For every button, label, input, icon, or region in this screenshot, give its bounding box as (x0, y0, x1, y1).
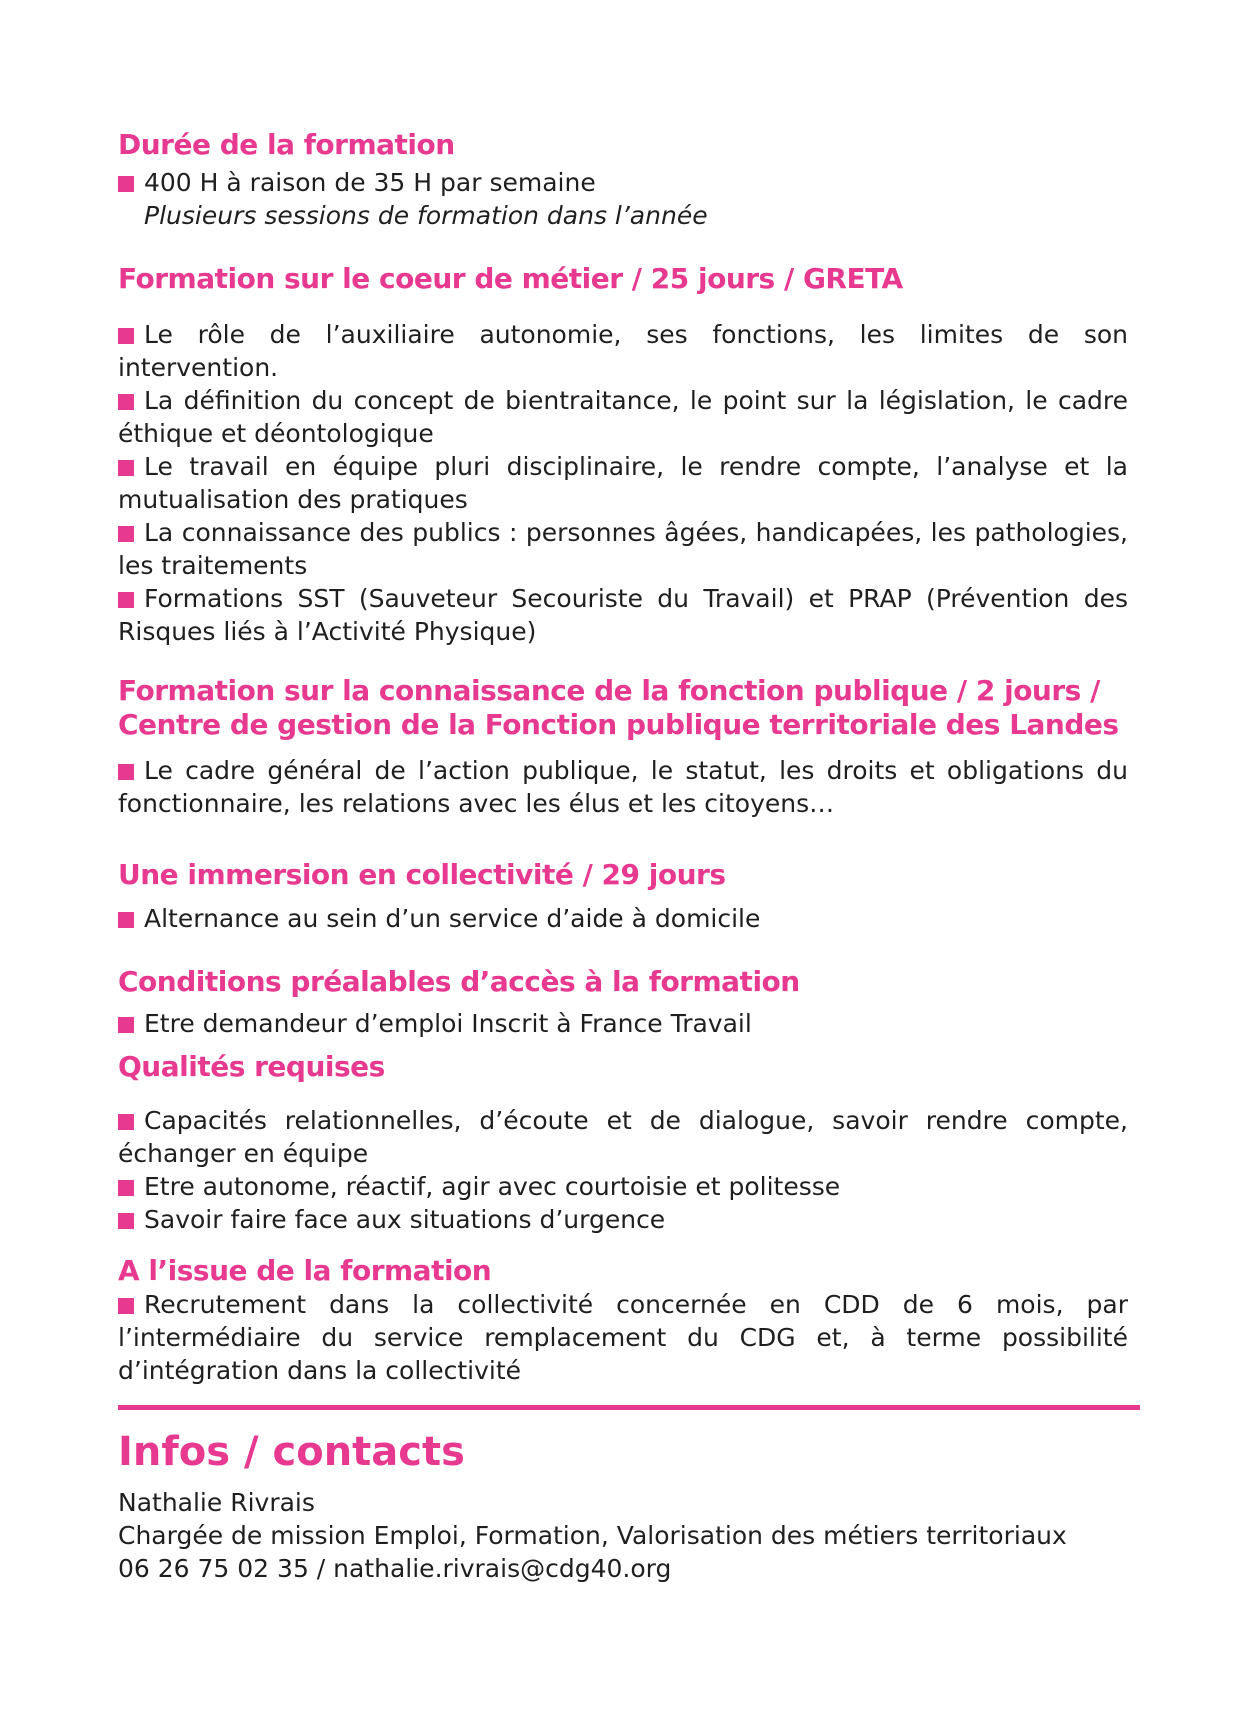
list-item-text: Savoir faire face aux situations d’urgence (144, 1205, 666, 1234)
bullet-square-icon (118, 1180, 134, 1196)
bullet-square-icon (118, 592, 134, 608)
bullet-square-icon (118, 394, 134, 410)
conditions-item (118, 1007, 1128, 1040)
section-title-duree: Durée de la formation (118, 128, 455, 161)
bullet-square-icon (118, 764, 134, 780)
duree-text: 400 H à raison de 35 H par semaine (144, 168, 596, 197)
section-title-fp-line2: Centre de gestion de la Fonction publique territoriale des Landes (118, 708, 1119, 741)
bullet-square-icon (118, 460, 134, 476)
section-title-immersion: Une immersion en collectivité / 29 jours (118, 858, 726, 891)
section-title-conditions: Conditions préalables d’accès à la formation (118, 965, 800, 998)
conditions-item-text: Etre demandeur d’emploi Inscrit à France Travail (144, 1009, 752, 1038)
coeur-list (118, 318, 1128, 648)
section-title-qualites: Qualités requises (118, 1050, 385, 1083)
list-item-text: La définition du concept de bientraitance, le point sur la législation, le cadre éthique et déontologique (118, 386, 1128, 448)
bullet-square-icon (118, 1017, 134, 1033)
list-item-text: Etre autonome, réactif, agir avec courtoisie et politesse (144, 1172, 841, 1201)
list-item (118, 1104, 1128, 1170)
fp-item (118, 754, 1128, 820)
bullet-square-icon (118, 328, 134, 344)
duree-sessions: Plusieurs sessions de formation dans l’année (144, 201, 708, 230)
section-title-issue: A l’issue de la formation (118, 1254, 492, 1287)
list-item (118, 1203, 1128, 1236)
bullet-square-icon (118, 1114, 134, 1130)
list-item (118, 1170, 1128, 1203)
list-item (118, 582, 1128, 648)
bullet-square-icon (118, 176, 134, 192)
immersion-item (118, 902, 1128, 935)
bullet-square-icon (118, 1213, 134, 1229)
bullet-square-icon (118, 526, 134, 542)
list-item-text: Le travail en équipe pluri disciplinaire, le rendre compte, l’analyse et la mutualisation des pratiques (118, 452, 1128, 514)
contact-name: Nathalie Rivrais (118, 1488, 315, 1517)
list-item-text: Le rôle de l’auxiliaire autonomie, ses fonctions, les limites de son intervention. (118, 320, 1128, 382)
section-title-coeur: Formation sur le coeur de métier / 25 jours / GRETA (118, 262, 903, 295)
list-item (118, 516, 1128, 582)
duree-line (118, 166, 1128, 199)
content (118, 128, 1128, 1585)
list-item (118, 318, 1128, 384)
immersion-item-text: Alternance au sein d’un service d’aide à domicile (144, 904, 761, 933)
list-item-text: La connaissance des publics : personnes âgées, handicapées, les pathologies, les traitements (118, 518, 1128, 580)
bullet-square-icon (118, 912, 134, 928)
issue-item (118, 1288, 1128, 1387)
list-item-text: Capacités relationnelles, d’écoute et de dialogue, savoir rendre compte, échanger en équipe (118, 1106, 1128, 1168)
list-item (118, 384, 1128, 450)
contacts-title: Infos / contacts (118, 1429, 465, 1475)
bullet-square-icon (118, 1298, 134, 1314)
pink-divider (118, 1405, 1140, 1410)
contact-phone-email: 06 26 75 02 35 / nathalie.rivrais@cdg40.org (118, 1554, 672, 1583)
issue-item-text: Recrutement dans la collectivité concernée en CDD de 6 mois, par l’intermédiaire du service remplacement du CDG et, à terme possibilité d’intégration dans la collectivité (118, 1290, 1128, 1385)
list-item-text: Formations SST (Sauveteur Secouriste du Travail) et PRAP (Prévention des Risques liés à l’Activité Physique) (118, 584, 1128, 646)
qualites-list (118, 1104, 1128, 1236)
list-item (118, 450, 1128, 516)
fp-item-text: Le cadre général de l’action publique, le statut, les droits et obligations du fonctionnaire, les relations avec les élus et les citoyens… (118, 756, 1128, 818)
section-title-fp-line1: Formation sur la connaissance de la fonction publique / 2 jours / (118, 674, 1100, 707)
contact-role: Chargée de mission Emploi, Formation, Valorisation des métiers territoriaux (118, 1521, 1067, 1550)
